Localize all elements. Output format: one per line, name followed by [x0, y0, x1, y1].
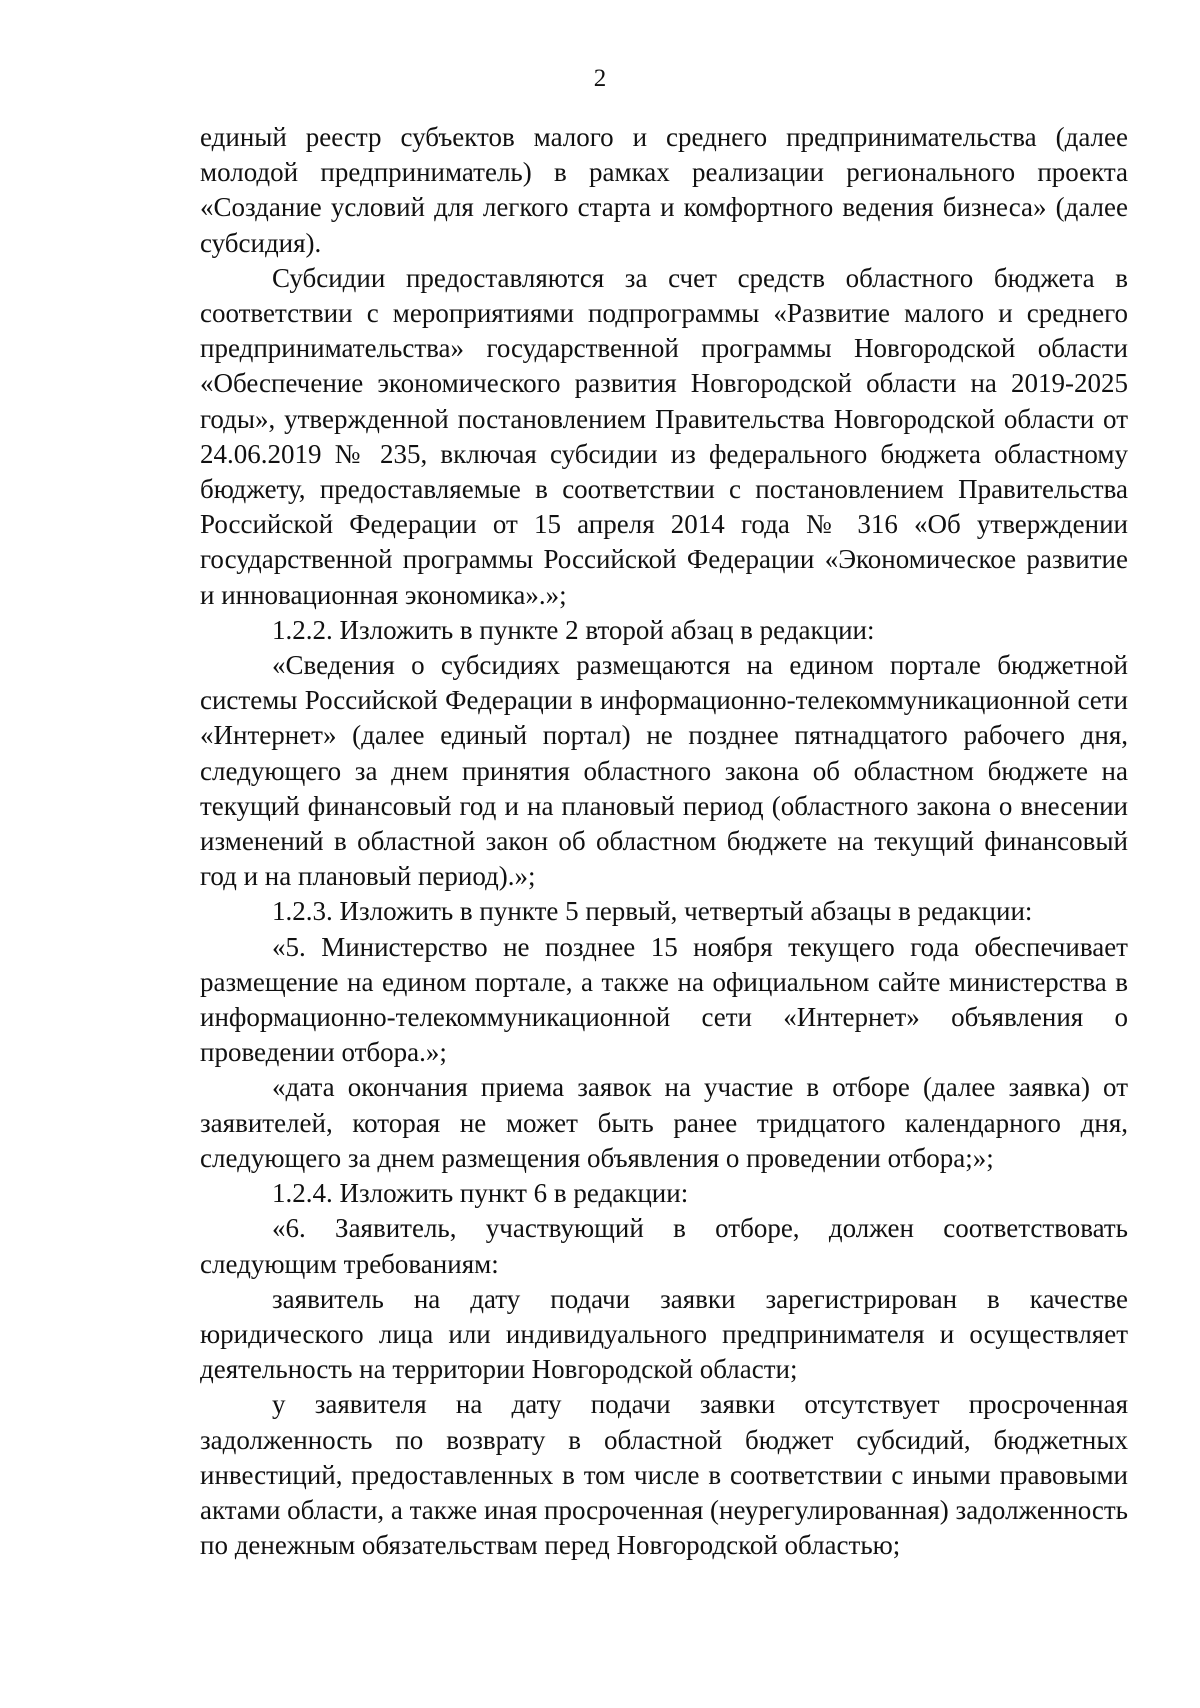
page-number: 2 [593, 65, 607, 92]
paragraph-requirement-registration: заявитель на дату подачи заявки зарегистрирован в качестве юридического лица или индивидуального предпринимателя и осуществляет деятельность на территории Новгородской области; [200, 1283, 1128, 1385]
paragraph-applicant-requirements: «6. Заявитель, участвующий в отборе, должен соответствовать следующим требованиям: [200, 1213, 1128, 1279]
paragraph-amendment-1-2-4: 1.2.4. Изложить пункт 6 в редакции: [272, 1178, 689, 1209]
paragraph-requirement-no-debt: у заявителя на дату подачи заявки отсутствует просроченная задолженность по возврату в областной бюджет субсидий, бюджетных инвестиций, предоставленных в том числе в соответствии с иными правовыми актами области, а также иная просроченная (неурегулированная) задолженность по денежным обязательствам перед Новгородской областью; [200, 1389, 1128, 1561]
paragraph-subsidy-funding: Субсидии предоставляются за счет средств областного бюджета в соответствии с мероприятиями подпрограммы «Развитие малого и среднего предпринимательства» государственной программы Новгородской области «Обеспечение экономического развития Новгородской области на 2019-2025 годы», утвержденной постановлением Правительства Новгородской области от 24.06.2019 № 235, включая субсидии из федерального бюджета областному бюджету, предоставляемые в соответствии с постановлением Правительства Российской Федерации от 15 апреля 2014 года № 316 «Об утверждении государственной программы Российской Федерации «Экономическое развитие и инновационная экономика».»; [200, 262, 1128, 610]
paragraph-amendment-1-2-3: 1.2.3. Изложить в пункте 5 первый, четвертый абзацы в редакции: [272, 896, 1033, 927]
document-body [200, 120, 1128, 1563]
paragraph-ministry-announcement: «5. Министерство не позднее 15 ноября текущего года обеспечивает размещение на едином портале, а также на официальном сайте министерства в информационно-телекоммуникационной сети «Интернет» объявления о проведении отбора.»; [200, 931, 1128, 1068]
paragraph-registry-continuation: единый реестр субъектов малого и среднего предпринимательства (далее молодой предприниматель) в рамках реализации регионального проекта «Создание условий для легкого старта и комфортного ведения бизнеса» (далее субсидия). [200, 122, 1128, 258]
paragraph-amendment-1-2-2: 1.2.2. Изложить в пункте 2 второй абзац в редакции: [272, 614, 875, 645]
paragraph-subsidy-info-portal: «Сведения о субсидиях размещаются на едином портале бюджетной системы Российской Федерации в информационно-телекоммуникационной сети «Интернет» (далее единый портал) не позднее пятнадцатого рабочего дня, следующего за днем принятия областного закона об областном бюджете на текущий финансовый год и на плановый период (областного закона о внесении изменений в областной закон об областном бюджете на текущий финансовый год и на плановый период).»; [200, 650, 1128, 892]
paragraph-application-deadline: «дата окончания приема заявок на участие в отборе (далее заявка) от заявителей, которая не может быть ранее тридцатого календарного дня, следующего за днем размещения объявления о проведении отбора;»; [200, 1072, 1128, 1173]
